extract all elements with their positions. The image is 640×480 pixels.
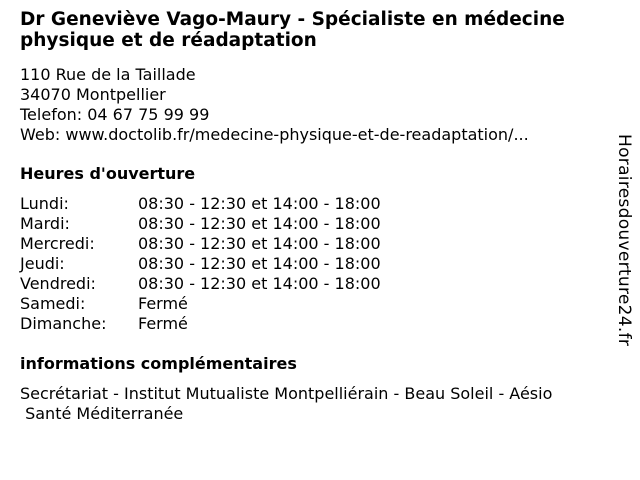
time-value: 08:30 - 12:30 et 14:00 - 18:00	[138, 254, 381, 273]
time-value: 08:30 - 12:30 et 14:00 - 18:00	[138, 214, 381, 233]
day-label: Dimanche:	[20, 314, 107, 333]
website: Web: www.doctolib.fr/medecine-physique-et-de-readaptation/...	[20, 125, 529, 144]
time-value: 08:30 - 12:30 et 14:00 - 18:00	[138, 234, 381, 253]
street-address: 110 Rue de la Taillade	[20, 65, 196, 84]
day-label: Mercredi:	[20, 234, 95, 253]
hours-heading: Heures d'ouverture	[20, 164, 196, 183]
day-label: Samedi:	[20, 294, 86, 313]
city-address: 34070 Montpellier	[20, 85, 166, 104]
day-label: Lundi:	[20, 194, 69, 213]
page-title: Dr Geneviève Vago-Maury - Spécialiste en médecine physique et de réadaptation	[20, 9, 565, 51]
day-label: Vendredi:	[20, 274, 96, 293]
time-value: 08:30 - 12:30 et 14:00 - 18:00	[138, 274, 381, 293]
time-value: Fermé	[138, 294, 188, 313]
time-value: 08:30 - 12:30 et 14:00 - 18:00	[138, 194, 381, 213]
info-text: Secrétariat - Institut Mutualiste Montpelliérain - Beau Soleil - Aésio Santé Méditerranée	[20, 384, 553, 423]
day-label: Mardi:	[20, 214, 70, 233]
address-block	[20, 65, 529, 145]
info-heading: informations complémentaires	[20, 354, 297, 373]
day-label: Jeudi:	[20, 254, 65, 273]
phone-number: Telefon: 04 67 75 99 99	[20, 105, 210, 124]
time-value: Fermé	[138, 314, 188, 333]
watermark: Horairesdouverture24.fr	[614, 134, 634, 347]
